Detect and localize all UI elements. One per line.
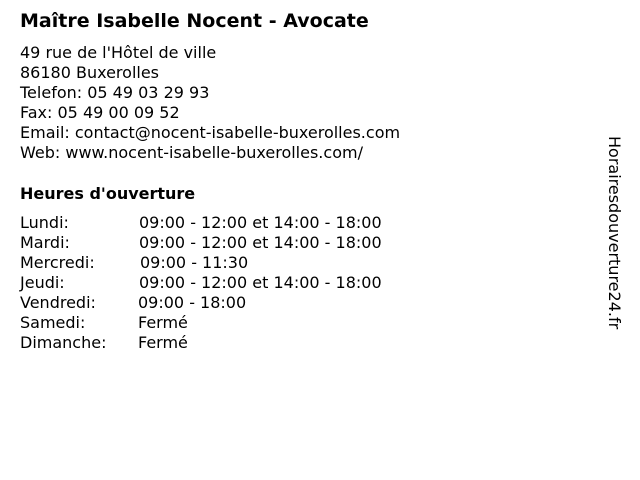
page-title: Maître Isabelle Nocent - Avocate xyxy=(20,10,369,32)
fax-line xyxy=(20,103,400,123)
address-line-2: 86180 Buxerolles xyxy=(20,63,160,82)
fax-label: Fax: xyxy=(20,103,53,122)
email-link[interactable]: contact@nocent-isabelle-buxerolles.com xyxy=(74,123,401,142)
day-label: Samedi: xyxy=(20,313,86,332)
day-hours: Fermé xyxy=(138,313,188,332)
day-hours: 09:00 - 11:30 xyxy=(140,253,249,272)
day-hours: Fermé xyxy=(138,333,188,352)
contact-block xyxy=(20,43,400,163)
site-watermark: Horairesdouverture24.fr xyxy=(605,136,624,330)
hours-heading: Heures d'ouverture xyxy=(20,184,196,203)
day-label: Dimanche: xyxy=(20,333,107,352)
day-hours: 09:00 - 12:00 et 14:00 - 18:00 xyxy=(139,233,382,252)
address-line-1: 49 rue de l'Hôtel de ville xyxy=(20,43,217,62)
website-link[interactable]: www.nocent-isabelle-buxerolles.com/ xyxy=(65,143,363,162)
day-label: Lundi: xyxy=(20,213,69,232)
web-label: Web: xyxy=(20,143,61,162)
web-line xyxy=(20,143,400,163)
phone-label: Telefon: xyxy=(20,83,83,102)
fax-number: 05 49 00 09 52 xyxy=(57,103,180,122)
day-label: Vendredi: xyxy=(20,293,96,312)
day-hours: 09:00 - 12:00 et 14:00 - 18:00 xyxy=(139,273,382,292)
day-label: Jeudi: xyxy=(20,273,65,292)
email-line xyxy=(20,123,400,143)
email-label: Email: xyxy=(20,123,70,142)
phone-line xyxy=(20,83,400,103)
day-label: Mercredi: xyxy=(20,253,95,272)
day-hours: 09:00 - 12:00 et 14:00 - 18:00 xyxy=(139,213,382,232)
day-hours: 09:00 - 18:00 xyxy=(138,293,247,312)
phone-number[interactable]: 05 49 03 29 93 xyxy=(87,83,210,102)
day-label: Mardi: xyxy=(20,233,70,252)
